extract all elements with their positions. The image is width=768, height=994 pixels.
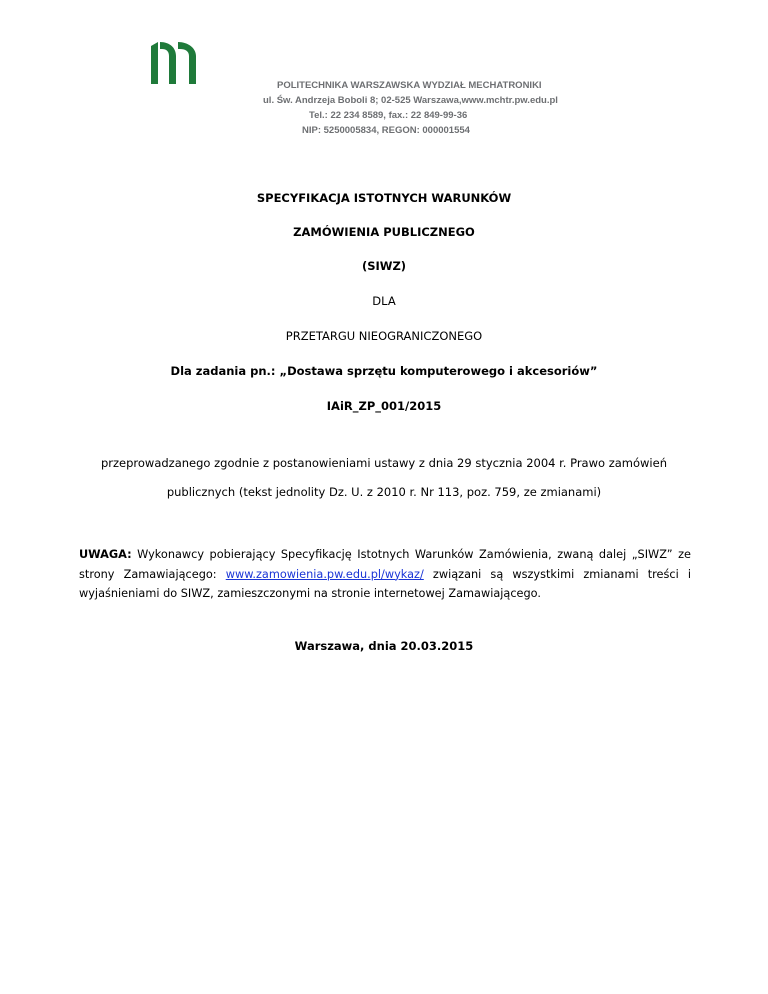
title-line-2: ZAMÓWIENIA PUBLICZNEGO: [293, 225, 475, 239]
university-logo: [150, 42, 198, 84]
notice-text-before: Wykonawcy pobierający Specyfikację Istotnych Warunków Zamówienia, zwaną dalej „SIWZ” ze strony Zamawiającego:: [79, 548, 691, 581]
notice-text-after: związani są wszystkimi zmianami treści i wyjaśnieniami do SIWZ, zamieszczonymi na stronie internetowej Zamawiającego.: [79, 567, 691, 600]
tender-link[interactable]: www.zamowienia.pw.edu.pl/wykaz/: [225, 567, 424, 581]
institution-name: POLITECHNIKA WARSZAWSKA WYDZIAŁ MECHATRONIKI: [277, 80, 542, 91]
title-line-4: DLA: [372, 294, 396, 308]
notice-label: UWAGA:: [79, 548, 132, 561]
institution-phone: Tel.: 22 234 8589, fax.: 22 849-99-36: [309, 110, 468, 121]
date-line: Warszawa, dnia 20.03.2015: [294, 639, 474, 653]
task-name: Dla zadania pn.: „Dostawa sprzętu komputerowego i akcesoriów”: [170, 364, 598, 378]
institution-ids: NIP: 5250005834, REGON: 000001554: [302, 125, 470, 136]
notice-paragraph: [79, 545, 691, 604]
institution-address: ul. Św. Andrzeja Boboli 8; 02-525 Warszawa,www.mchtr.pw.edu.pl: [263, 95, 558, 106]
legal-basis-line-1: przeprowadzanego zgodnie z postanowieniami ustawy z dnia 29 stycznia 2004 r. Prawo zamówień: [100, 456, 667, 470]
reference-number: IAiR_ZP_001/2015: [326, 399, 442, 413]
title-line-1: SPECYFIKACJA ISTOTNYCH WARUNKÓW: [256, 191, 512, 205]
title-line-3: (SIWZ): [361, 259, 407, 273]
legal-basis-line-2: publicznych (tekst jednolity Dz. U. z 2010 r. Nr 113, poz. 759, ze zmianami): [166, 485, 602, 499]
title-line-5: PRZETARGU NIEOGRANICZONEGO: [285, 329, 483, 343]
